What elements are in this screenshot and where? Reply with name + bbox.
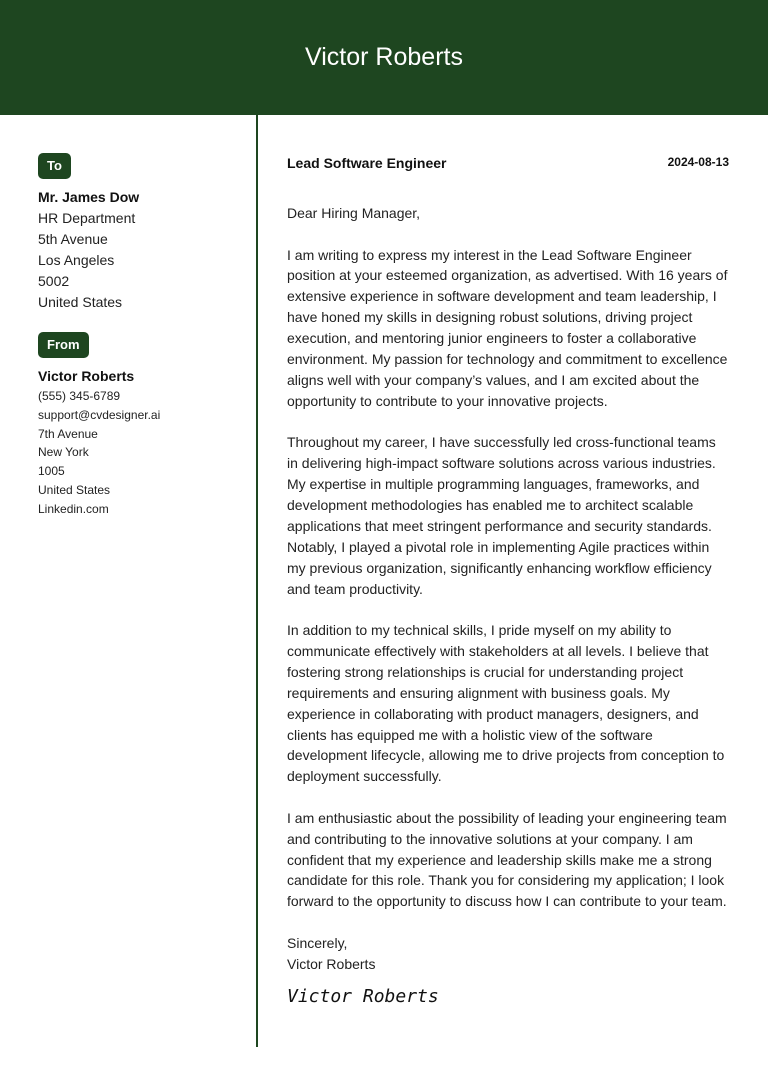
column-divider bbox=[256, 115, 258, 1047]
sender-linkedin: Linkedin.com bbox=[38, 501, 109, 516]
sender-street: 7th Avenue bbox=[38, 426, 98, 441]
paragraph-4: I am enthusiastic about the possibility of leading your engineering team and contributing to the innovative solutions at your company. I am confident that my experience and leadership skills make me a strong candidate for this role. Thank you for considering my application; I look forward to the opportunity to discuss how I can contribute to your team. bbox=[287, 809, 727, 910]
recipient-postal-code: 5002 bbox=[38, 273, 70, 289]
letter-body bbox=[287, 153, 729, 1009]
sender-phone: (555) 345-6789 bbox=[38, 389, 121, 403]
recipient-street: 5th Avenue bbox=[38, 231, 108, 247]
to-badge: To bbox=[38, 153, 71, 179]
sender-email: support@cvdesigner.ai bbox=[38, 407, 161, 422]
recipient-name: Mr. James Dow bbox=[38, 189, 140, 205]
closing-name: Victor Roberts bbox=[287, 955, 376, 972]
from-badge: From bbox=[38, 332, 89, 358]
job-title: Lead Software Engineer bbox=[287, 155, 447, 171]
sender-postal-code: 1005 bbox=[38, 464, 65, 479]
header-banner bbox=[0, 0, 768, 115]
recipient-country: United States bbox=[38, 294, 123, 310]
paragraph-2: Throughout my career, I have successfully led cross-functional teams in delivering high-impact software solutions across various industries. My expertise in multiple programming languages, frameworks, and development methodologies has enabled me to architect scalable applications that meet stringent performance and security standards. Notably, I played a pivotal role in implementing Agile practices within my previous organization, significantly enhancing workflow efficiency and team productivity. bbox=[287, 434, 716, 597]
recipient-city: Los Angeles bbox=[38, 252, 115, 268]
closing-phrase: Sincerely, bbox=[287, 934, 348, 951]
sender-country: United States bbox=[38, 482, 111, 497]
recipient-department: HR Department bbox=[38, 210, 136, 226]
letter-date: 2024-08-13 bbox=[667, 155, 729, 169]
signature: Victor Roberts bbox=[287, 985, 439, 1007]
closing-block bbox=[287, 933, 729, 975]
applicant-name: Victor Roberts bbox=[305, 43, 463, 71]
sidebar bbox=[38, 153, 243, 519]
sender-block bbox=[38, 366, 243, 519]
salutation: Dear Hiring Manager, bbox=[287, 205, 421, 221]
paragraph-3: In addition to my technical skills, I pride myself on my ability to communicate effectively with stakeholders at all levels. I believe that fostering strong relationships is crucial for understanding project requirements and ensuring alignment with business goals. My experience in collaborating with product managers, designers, and clients has equipped me with a holistic view of the software development lifecycle, allowing me to drive projects from conception to deployment successfully. bbox=[287, 622, 725, 785]
recipient-block bbox=[38, 187, 243, 313]
paragraph-1: I am writing to express my interest in the Lead Software Engineer position at your esteemed organization, as advertised. With 16 years of extensive experience in software development and team leadership, I have honed my skills in designing robust solutions, driving project execution, and mentoring junior engineers to foster a collaborative environment. My passion for technology and commitment to excellence aligns well with your company’s values, and I am excited about the opportunity to contribute to your innovative projects. bbox=[287, 246, 728, 409]
sender-name: Victor Roberts bbox=[38, 368, 135, 384]
sender-city: New York bbox=[38, 445, 89, 460]
